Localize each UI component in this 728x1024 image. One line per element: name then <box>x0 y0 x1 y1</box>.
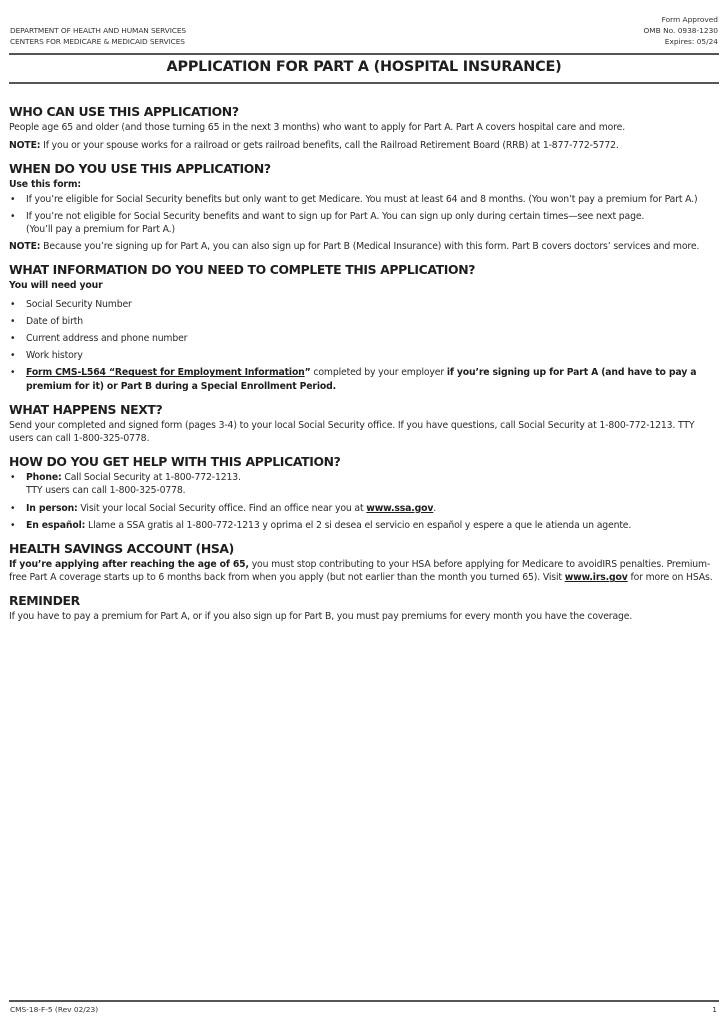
list-item-text: Work history <box>26 350 83 362</box>
list-item <box>9 332 718 345</box>
section-when <box>9 161 718 253</box>
expiration-date: Expires: 05/24 <box>664 37 718 46</box>
info-lead: You will need your <box>9 280 103 292</box>
form-number: CMS-18-F-5 (Rev 02/23) <box>10 1005 99 1014</box>
hsa-text-2: for more on HSAs. <box>627 572 713 584</box>
note-text: Because you’re signing up for Part A, you can also sign up for Part B (Medical Insurance) with this form. Part B covers doctors’ services and more. <box>40 241 700 253</box>
title-divider <box>9 82 719 84</box>
list-item-text: Current address and phone number <box>26 333 188 345</box>
list-item-text: If you’re eligible for Social Security benefits but only want to get Medicare. You must at least 64 and 8 months. (You won’t pay a premium for Part A.) <box>26 193 698 205</box>
hsa-text-1: you must stop contributing to your HSA before applying for Medicare to avoidIRS penalties. Premium-free Part A coverage starts up to 6 months back from when you apply (but not earlier than the month you turned 65). Visit <box>9 559 711 584</box>
note-label: NOTE: <box>9 241 41 253</box>
form-bold-text: if you’re signing up for Part A (and have to pay a premium for it) or Part B during a Special Enrollment Period. <box>26 367 697 392</box>
hsa-bold-lead: If you’re applying after reaching the age of 65, <box>9 559 249 571</box>
section-heading: WHO CAN USE THIS APPLICATION? <box>9 104 239 119</box>
page-number: 1 <box>712 1005 717 1014</box>
list-item-spanish <box>9 519 718 532</box>
quote-end: ” <box>304 367 311 379</box>
phone-label: Phone: <box>26 472 62 484</box>
list-item-in-person <box>9 502 718 515</box>
when-note <box>9 240 718 253</box>
when-list <box>9 193 718 237</box>
note-label: NOTE: <box>9 140 41 152</box>
bullet-icon: • <box>10 333 16 345</box>
note-text: If you or your spouse works for a railroad or gets railroad benefits, call the Railroad Retirement Board (RRB) at 1-877-772-5772. <box>40 140 619 152</box>
list-item <box>9 366 718 392</box>
bullet-icon: • <box>10 502 16 514</box>
agency-line-2: CENTERS FOR MEDICARE & MEDICAID SERVICES <box>10 37 185 46</box>
list-item <box>9 193 718 206</box>
spanish-text: Llame a SSA gratis al 1-800-772-1213 y oprima el 2 si desea el servicio en español y espere a que le atienda un agente. <box>85 519 632 531</box>
list-item <box>9 349 718 362</box>
irs-gov-link[interactable]: www.irs.gov <box>564 572 628 584</box>
bullet-icon: • <box>10 350 16 362</box>
bullet-icon: • <box>10 472 16 484</box>
section-info <box>9 262 718 392</box>
footer-divider <box>9 1000 719 1002</box>
section-heading: WHAT HAPPENS NEXT? <box>9 401 163 417</box>
section-help <box>9 454 718 532</box>
list-item-phone <box>9 471 718 497</box>
section-reminder <box>9 593 718 623</box>
form-mid-text: completed by your employer <box>310 367 447 379</box>
document-body <box>9 104 718 633</box>
section-heading: HOW DO YOU GET HELP WITH THIS APPLICATION? <box>9 454 341 470</box>
agency-block <box>10 25 186 47</box>
who-note <box>9 139 718 152</box>
list-item <box>9 315 718 328</box>
form-approved-label: Form Approved <box>661 15 718 24</box>
ssa-gov-link[interactable]: www.ssa.gov <box>366 502 434 514</box>
omb-number: OMB No. 0938-1230 <box>643 26 718 35</box>
list-item <box>9 298 718 311</box>
who-body: People age 65 and older (and those turning 65 in the next 3 months) who want to apply for Part A. Part A covers hospital care and more. <box>9 122 626 133</box>
section-next <box>9 402 718 445</box>
in-person-text: Visit your local Social Security office. Find an office near you at <box>77 502 367 514</box>
info-list <box>9 298 718 393</box>
bullet-icon: • <box>10 298 16 310</box>
section-heading: WHAT INFORMATION DO YOU NEED TO COMPLETE THIS APPLICATION? <box>9 262 476 278</box>
hsa-body <box>9 558 718 584</box>
list-item-text: Social Security Number <box>26 298 132 310</box>
in-person-end: . <box>433 502 437 514</box>
section-heading: HEALTH SAVINGS ACCOUNT (HSA) <box>9 541 234 557</box>
bullet-icon: • <box>10 210 16 222</box>
bullet-icon: • <box>10 315 16 327</box>
bullet-icon: • <box>10 519 16 531</box>
section-heading: REMINDER <box>9 593 80 609</box>
bullet-icon: • <box>10 193 16 205</box>
list-item-text: If you’re not eligible for Social Security benefits and want to sign up for Part A. You can sign up only during certain times—see next page. <box>26 210 645 222</box>
section-heading: WHEN DO YOU USE THIS APPLICATION? <box>9 161 271 177</box>
phone-tty: TTY users can call 1-800-325-0778. <box>26 485 186 497</box>
help-list <box>9 471 718 532</box>
in-person-label: In person: <box>26 502 78 514</box>
form-cms-l564-link[interactable]: Form CMS-L564 “Request for Employment Information <box>26 367 305 379</box>
list-item <box>9 210 718 236</box>
section-hsa <box>9 541 718 584</box>
header-divider <box>9 53 719 55</box>
list-item-subtext: (You’ll pay a premium for Part A.) <box>26 224 175 236</box>
next-body: Send your completed and signed form (pages 3-4) to your local Social Security office. If you have questions, call Social Security at 1-800-772-1213. TTY users can call 1-800-325-0778. <box>9 419 695 445</box>
list-item-text: Date of birth <box>26 315 83 327</box>
agency-line-1: DEPARTMENT OF HEALTH AND HUMAN SERVICES <box>10 26 187 35</box>
bullet-icon: • <box>10 367 16 379</box>
phone-text: Call Social Security at 1-800-772-1213. <box>61 472 241 484</box>
document-title: APPLICATION FOR PART A (HOSPITAL INSURANCE) <box>166 59 562 75</box>
omb-block <box>643 14 718 47</box>
spanish-label: En español: <box>26 519 86 531</box>
reminder-body: If you have to pay a premium for Part A, or if you also sign up for Part B, you must pay premiums for every month you have the coverage. <box>9 611 633 623</box>
section-who <box>9 104 718 152</box>
when-lead: Use this form: <box>9 179 81 191</box>
